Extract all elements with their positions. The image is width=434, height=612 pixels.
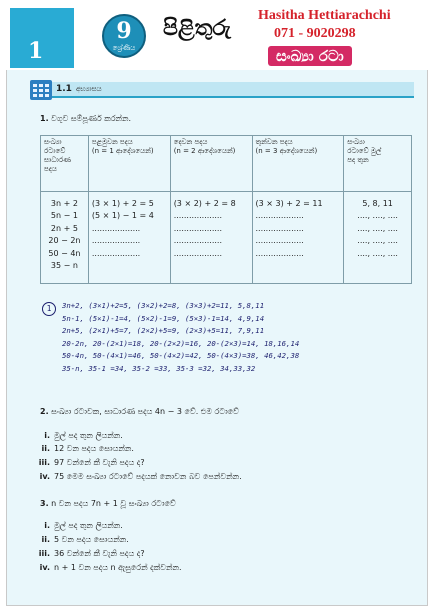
header-first-three: සංඛ්‍යා රටාවේ මුල් පද තුන — [344, 136, 412, 192]
header-first-term: පළමුවන පදය (n = 1 ආදේශයෙන්) — [88, 136, 170, 192]
first-term: ................... — [91, 236, 141, 246]
table-header-row — [41, 136, 412, 192]
grade-label: ශ්‍රේණිය — [112, 44, 136, 52]
question-3-item: i. මුල් පද තුන ලියන්න. — [44, 521, 123, 530]
general-term: 5n − 1 — [50, 211, 78, 221]
handwritten-line: 2n+5, (2×1)+5=7, (2×2)+5=9, (2×3)+5=11, 7,9,11 — [62, 326, 265, 336]
second-term: (3 × 2) + 2 = 8 — [173, 199, 236, 208]
question-3-text: n වන පදය 7n + 1 වූ සංඛ්‍යා රටාවේ — [51, 499, 176, 508]
handwritten-line: 20-2n, 20-(2×1)=18, 20-(2×2)=16, 20-(2×3)=14, 18,16,14 — [62, 338, 300, 348]
general-terms-cell — [41, 192, 89, 284]
second-term: ................... — [173, 236, 223, 246]
third-term: ................... — [255, 236, 304, 246]
header-third-term: තුන්වන පදය (n = 3 ආදේශයෙන්) — [252, 136, 344, 192]
grade-number: 9 — [116, 18, 132, 44]
first-term: ................... — [91, 248, 141, 258]
general-term: 20 − 2n — [48, 236, 81, 246]
page-title: පිළිතුරු — [163, 16, 231, 41]
question-1-number: 1. — [40, 114, 49, 123]
question-2-item: i. මුල් පද තුන ලියන්න. — [44, 431, 123, 440]
second-term: ................... — [173, 223, 223, 233]
third-terms-cell — [252, 192, 344, 284]
first-term: (3 × 1) + 2 = 5 — [91, 199, 154, 208]
first-term: (5 × 1) − 1 = 4 — [91, 211, 154, 221]
first-three-cell — [344, 192, 412, 284]
general-term: 35 − n — [50, 260, 78, 270]
section-name: අභ්‍යාසය — [76, 85, 102, 93]
third-term: (3 × 3) + 2 = 11 — [255, 199, 323, 208]
handwritten-line: 5n-1, (5×1)-1=4, (5×2)-1=9, (5×3)-1=14, 4,9,14 — [62, 313, 265, 323]
header-second-term: දෙවන පදය (n = 2 ආදේශයෙන්) — [170, 136, 252, 192]
question-3-number: 3. — [40, 499, 49, 508]
question-3-item: ii. 5 වන පදය සොයන්න. — [41, 535, 129, 544]
first-three-terms: ...., ...., .... — [357, 236, 398, 246]
first-three-terms: ...., ...., .... — [357, 223, 398, 233]
answer-marker: 1 — [42, 302, 56, 316]
second-term: ................... — [173, 248, 223, 258]
author-phone: 071 - 9020298 — [274, 26, 356, 41]
first-three-terms: ...., ...., .... — [357, 211, 398, 221]
table-row — [41, 192, 412, 284]
first-terms-cell — [88, 192, 170, 284]
question-3-item: iii. 36 වන්නේ කී වැනි පදය ද? — [38, 549, 145, 558]
first-three-terms: 5, 8, 11 — [362, 199, 393, 208]
general-term: 2n + 5 — [50, 223, 78, 233]
question-3-item: iv. n + 1 වන පදය n ඇසුරෙන් දක්වන්න. — [39, 563, 182, 572]
third-term: ................... — [255, 211, 304, 221]
second-term: ................... — [173, 211, 223, 221]
general-term: 3n + 2 — [50, 199, 78, 208]
first-term: ................... — [91, 223, 141, 233]
question-2-item: ii. 12 වන පදය සොයන්න. — [41, 444, 134, 453]
calculator-icon — [30, 80, 52, 100]
question-3 — [40, 499, 176, 509]
grade-badge — [102, 14, 146, 58]
handwritten-answers — [62, 300, 422, 390]
chapter-number: 1 — [28, 38, 44, 64]
handwritten-line: 3n+2, (3×1)+2=5, (3×2)+2=8, (3×3)+2=11, 5,8,11 — [62, 301, 265, 310]
third-term: ................... — [255, 223, 304, 233]
author-name: Hasitha Hettiarachchi — [258, 8, 391, 23]
question-2 — [40, 407, 239, 417]
question-2-item: iii. 97 වන්නේ කී වැනි පදය ද? — [38, 458, 145, 467]
second-terms-cell — [170, 192, 252, 284]
header-general-term: සංඛ්‍යා රටාවේ සාධාරණ පදය — [41, 136, 89, 192]
question-2-text: සංඛ්‍යා රටාවක, සාධාරණ පදය 4n − 3 වේ. එම රටාවේ — [51, 407, 239, 416]
chapter-tab — [10, 8, 74, 68]
sequence-table — [40, 135, 412, 284]
question-2-item: iv. 75 මෙම සංඛ්‍යා රටාවේ පදයක් නොවන බව පෙන්වන්න. — [39, 472, 242, 481]
section-code: 1.1 — [56, 84, 72, 94]
question-1-text: වගුව සම්පූර්ණ කරන්න. — [51, 114, 132, 123]
first-three-terms: ...., ...., .... — [357, 248, 398, 258]
general-term: 50 − 4n — [48, 248, 81, 258]
third-term: ................... — [255, 248, 304, 258]
question-1 — [40, 114, 131, 124]
topic-title: සංඛ්‍යා රටා — [268, 46, 352, 66]
handwritten-line: 50-4n, 50-(4×1)=46, 50-(4×2)=42, 50-(4×3)=38, 46,42,38 — [62, 351, 300, 361]
question-2-number: 2. — [40, 407, 49, 416]
handwritten-line: 35-n, 35-1 =34, 35-2 =33, 35-3 =32, 34,33,32 — [62, 363, 256, 373]
